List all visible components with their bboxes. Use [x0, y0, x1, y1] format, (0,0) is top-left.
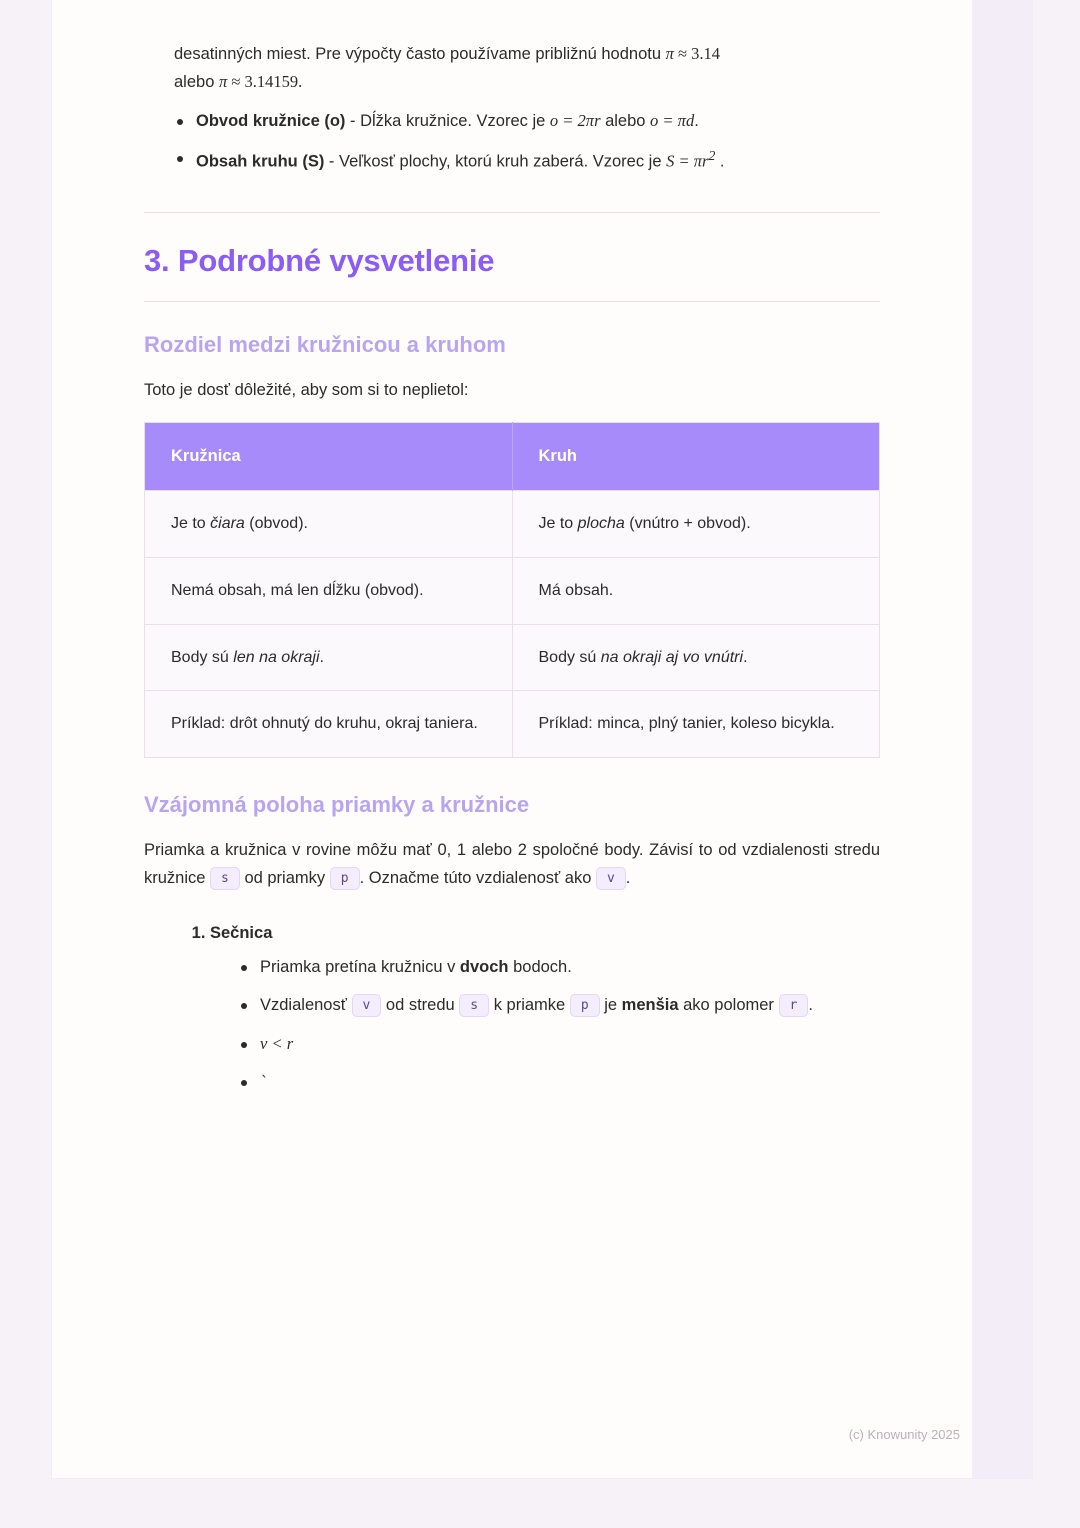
inline-code-v: v [596, 867, 626, 890]
list-item-title: Sečnica [210, 923, 273, 942]
list-item [174, 144, 880, 176]
cell-text-pre: Nemá obsah, má len dĺžku (obvod). [171, 581, 424, 599]
formula-obvod-end: . [694, 111, 699, 130]
pi-symbol-1: π [665, 44, 674, 63]
table-row [145, 691, 880, 758]
bullet-text-bold: menšia [621, 996, 679, 1015]
cell-text-pre: Má obsah. [538, 581, 614, 599]
table-cell [145, 491, 513, 558]
paragraph-text-2: od priamky [239, 869, 330, 888]
cell-text-pre: Je to [538, 515, 578, 533]
position-list [144, 919, 880, 1097]
cell-text-pre: Body sú [538, 648, 601, 666]
term-obsah-desc: - Veľkosť plochy, ktorú kruh zaberá. Vzorec je [324, 152, 667, 171]
inline-code-v: v [352, 994, 382, 1017]
table-row [145, 491, 880, 558]
cell-text-em: len na okraji [233, 648, 320, 666]
term-obsah-kruhu: Obsah kruhu (S) [196, 152, 325, 171]
term-obvod-kruznice: Obvod kružnice (o) [196, 111, 346, 130]
bullet-text-post: . [808, 996, 813, 1015]
cell-text-em: čiara [210, 515, 245, 533]
table-row [145, 624, 880, 691]
table-cell [512, 557, 880, 624]
formula-obvod-b: o = πd [650, 110, 695, 130]
definition-list [144, 107, 880, 176]
list-item [238, 991, 880, 1019]
stray-backtick: ` [260, 1073, 270, 1091]
bullet-text-pre: Priamka pretína kružnicu v [260, 957, 460, 976]
table-row [145, 557, 880, 624]
bullet-text-mid3: je [599, 996, 622, 1015]
footer-copyright: (c) Knowunity 2025 [848, 1427, 960, 1442]
bullet-text-pre: Vzdialenosť [260, 996, 352, 1015]
cell-text-em: na okraji aj vo vnútri [600, 648, 744, 666]
cell-text-post: (vnútro + obvod). [624, 515, 751, 533]
formula-obsah-exponent: 2 [708, 148, 716, 164]
table-cell [512, 691, 880, 758]
inline-code-s: s [210, 867, 240, 890]
cell-text-post: . [319, 648, 324, 666]
bullet-text-mid2: k priamke [489, 996, 570, 1015]
bullet-text-bold: dvoch [459, 957, 509, 976]
table-cell [512, 491, 880, 558]
inline-code-r: r [779, 994, 809, 1017]
cell-text-em: plocha [577, 515, 625, 533]
formula-obsah-end: . [715, 152, 725, 171]
cell-text-pre: Príklad: minca, plný tanier, koleso bicykla. [538, 715, 835, 733]
table-cell [145, 691, 513, 758]
cell-text-pre: Je to [171, 515, 211, 533]
continued-paragraph-text-2: alebo [174, 73, 219, 92]
divider-under-title [144, 301, 880, 302]
inline-code-p: p [330, 867, 360, 890]
continued-paragraph-text-1: desatinných miest. Pre výpočty často používame približnú hodnotu [174, 45, 666, 63]
paragraph-text-1: Priamka a kružnica v rovine môžu mať 0, 1 alebo 2 spoločné body. Závisí to od vzdialenosti stredu kružnice [144, 840, 880, 888]
subsection-heading-rozdiel: Rozdiel medzi kružnicou a kruhom [144, 332, 506, 357]
list-item [238, 1030, 880, 1058]
pi-value-1: ≈ 3.14 [673, 44, 721, 63]
paragraph-text-4: . [625, 869, 631, 888]
paragraph-poloha [144, 836, 880, 893]
inline-code-p: p [570, 994, 600, 1017]
continued-paragraph [144, 40, 880, 97]
bullet-text-post: bodoch. [508, 957, 572, 976]
inline-code-s: s [459, 994, 489, 1017]
term-obvod-desc: - Dĺžka kružnice. Vzorec je [345, 111, 550, 130]
table-header-row [145, 423, 880, 491]
table-header-kruh: Kruh [512, 423, 880, 491]
list-item [238, 1068, 880, 1096]
secnica-bullets [210, 953, 880, 1097]
intro-text-rozdiel: Toto je dosť dôležité, aby som si to neplietol: [144, 381, 469, 399]
comparison-table [144, 422, 880, 757]
cell-text-post: (obvod). [244, 515, 308, 533]
document-page [52, 0, 1032, 1478]
table-cell [145, 557, 513, 624]
page-right-strip [972, 0, 1032, 1478]
document-content [144, 0, 880, 1106]
list-item-secnica [210, 919, 880, 1097]
page-title: 3. Podrobné vysvetlenie [144, 243, 495, 278]
formula-obvod-mid: alebo [600, 111, 651, 130]
table-header-kruznica: Kružnica [145, 423, 513, 491]
table-cell [145, 624, 513, 691]
formula-v-lt-r: v < r [260, 1033, 294, 1053]
pi-symbol-2: π [218, 72, 228, 92]
list-item [174, 107, 880, 135]
bullet-text-mid1: od stredu [381, 996, 460, 1015]
formula-obsah-a: S = πr [666, 151, 709, 171]
table-cell [512, 624, 880, 691]
formula-obvod-a: o = 2πr [549, 110, 601, 130]
bullet-text-mid4: ako polomer [678, 996, 779, 1015]
cell-text-pre: Príklad: drôt ohnutý do kruhu, okraj taniera. [171, 715, 478, 733]
paragraph-text-3: . Označme túto vzdialenosť ako [359, 869, 596, 888]
subsection-heading-poloha: Vzájomná poloha priamky a kružnice [144, 791, 530, 817]
cell-text-post: . [743, 648, 748, 666]
cell-text-pre: Body sú [171, 648, 234, 666]
divider-top [144, 212, 880, 213]
list-item [238, 953, 880, 981]
pi-value-2: ≈ 3.14159. [227, 72, 303, 92]
